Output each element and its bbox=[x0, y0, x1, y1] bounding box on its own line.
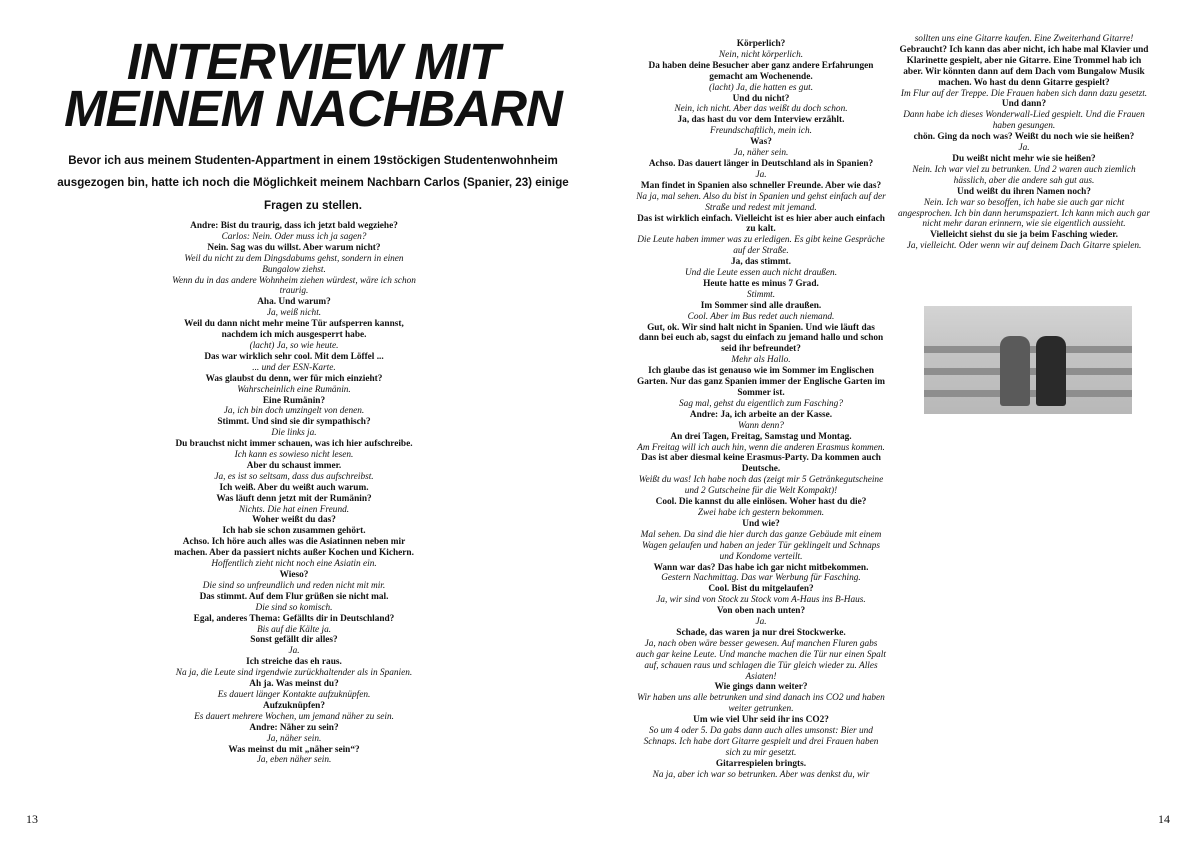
interview-answer: Im Flur auf der Treppe. Die Frauen haben sich dann dazu gesetzt. bbox=[900, 88, 1148, 99]
interview-question: Andre: Näher zu sein? bbox=[249, 722, 339, 733]
interview-answer: Ja, näher sein. bbox=[266, 733, 322, 744]
interview-question: Wann war das? Das habe ich gar nicht mitbekommen. bbox=[653, 562, 869, 573]
interview-photo bbox=[924, 306, 1132, 414]
interview-answer: Weil du nicht zu dem Dingsdabums gehst, sondern in einen Bungalow ziehst. bbox=[184, 253, 404, 275]
interview-answer: Nein. Ich war viel zu betrunken. Und 2 waren auch ziemlich hässlich, aber die andere sah gut aus. bbox=[912, 164, 1136, 186]
interview-question: Gitarrespielen bringts. bbox=[715, 758, 807, 769]
interview-question: Aber du schaust immer. bbox=[246, 460, 342, 471]
interview-answer: Und die Leute essen auch nicht draußen. bbox=[684, 268, 838, 279]
interview-question: Was? bbox=[750, 137, 772, 148]
interview-answer: Ja. bbox=[1018, 143, 1030, 154]
interview-question: Das ist aber diesmal keine Erasmus-Party. Da kommen auch Deutsche. bbox=[641, 453, 881, 475]
interview-answer: Die Leute haben immer was zu erledigen. Es gibt keine Gespräche auf der Straße. bbox=[637, 235, 885, 257]
interview-question: Das ist wirklich einfach. Vielleicht ist es hier aber auch einfach zu kalt. bbox=[637, 213, 885, 235]
interview-question: chön. Ging da noch was? Weißt du noch wie sie heißen? bbox=[913, 132, 1135, 143]
interview-question: Aufzuknüpfen? bbox=[262, 700, 325, 711]
interview-question: Von oben nach unten? bbox=[716, 606, 806, 617]
interview-question: Wie gings dann weiter? bbox=[714, 682, 808, 693]
interview-question: Du weißt nicht mehr wie sie heißen? bbox=[952, 153, 1096, 164]
interview-answer: Nichts. Die hat einen Freund. bbox=[238, 504, 350, 515]
interview-question: Und dann? bbox=[1001, 99, 1047, 110]
interview-question: Das war wirklich sehr cool. Mit dem Löffel ... bbox=[204, 351, 384, 362]
interview-question: Andre: Bist du traurig, dass ich jetzt bald wegziehe? bbox=[190, 221, 398, 231]
interview-answer: Na ja, die Leute sind irgendwie zurückhaltender als in Spanien. bbox=[175, 668, 413, 679]
interview-question: Ich streiche das eh raus. bbox=[246, 657, 342, 668]
interview-question: Was glaubst du denn, wer für mich einzieht? bbox=[205, 373, 383, 384]
interview-answer: Na ja, mal sehen. Also du bist in Spanien und gehst einfach auf der Straße und redest mit jemand. bbox=[636, 191, 886, 213]
interview-answer: Es dauert länger Kontakte aufzuknüpfen. bbox=[217, 689, 371, 700]
interview-question: Ja, das stimmt. bbox=[731, 257, 791, 268]
page-number-right: 14 bbox=[1158, 812, 1170, 826]
interview-answer: Die sind so unfreundlich und reden nicht mit mir. bbox=[202, 580, 386, 591]
interview-question: Du brauchst nicht immer schauen, was ich hier aufschreibe. bbox=[175, 439, 413, 450]
interview-question: Ah ja. Was meinst du? bbox=[249, 679, 339, 690]
interview-question: Und weißt du ihren Namen noch? bbox=[957, 186, 1091, 197]
interview-answer: Na ja, aber ich war so betrunken. Aber was denkst du, wir bbox=[652, 769, 870, 780]
interview-answer: Die sind so komisch. bbox=[255, 602, 333, 613]
interview-answer: Wahrscheinlich eine Rumänin. bbox=[237, 384, 351, 395]
page-number-left: 13 bbox=[26, 812, 38, 826]
interview-answer: Sag mal, gehst du eigentlich zum Fasching? bbox=[679, 398, 843, 409]
interview-answer: Wenn du in das andere Wohnheim ziehen würdest, wäre ich schon traurig. bbox=[172, 275, 416, 297]
interview-answer: Ja, wir sind von Stock zu Stock vom A-Haus ins B-Haus. bbox=[656, 595, 866, 606]
right-page bbox=[600, 0, 1200, 848]
interview-column-3 bbox=[898, 34, 1150, 252]
interview-answer: Hoffentlich zieht nicht noch eine Asiatin ein. bbox=[211, 559, 377, 570]
interview-question: Cool. Bist du mitgelaufen? bbox=[708, 584, 814, 595]
interview-answer: Zwei habe ich gestern bekommen. bbox=[697, 507, 825, 518]
interview-answer: Ja. bbox=[755, 617, 767, 628]
interview-answer: Die links ja. bbox=[271, 428, 317, 439]
interview-answer: Ja, eben näher sein. bbox=[256, 755, 332, 766]
interview-answer: Ja, nach oben wäre besser gewesen. Auf manchen Fluren gabs auch gar keine Leute. Und manche machen die Tür nur einen Spalt auf, schauen raus und schlagen die Tür gleich wieder zu. Alles Asiaten! bbox=[636, 638, 886, 682]
interview-question: Nein. Sag was du willst. Aber warum nicht? bbox=[207, 242, 381, 253]
interview-question: Achso. Das dauert länger in Deutschland als in Spanien? bbox=[648, 158, 874, 169]
interview-question: Woher weißt du das? bbox=[252, 515, 336, 526]
interview-answer: ... und der ESN-Karte. bbox=[252, 362, 336, 373]
interview-question: Ich weiß. Aber du weißt auch warum. bbox=[219, 482, 369, 493]
interview-question: Da haben deine Besucher aber ganz andere Erfahrungen gemacht am Wochenende. bbox=[648, 60, 874, 82]
interview-answer: Ja, ich bin doch umzingelt von denen. bbox=[223, 406, 365, 417]
interview-question: Man findet in Spanien also schneller Freunde. Aber wie das? bbox=[640, 180, 882, 191]
interview-question: Stimmt. Und sind sie dir sympathisch? bbox=[217, 417, 371, 428]
interview-answer: Nein, ich nicht. Aber das weißt du doch schon. bbox=[674, 104, 848, 115]
interview-answer: Nein, nicht körperlich. bbox=[718, 49, 804, 60]
interview-question: Schade, das waren ja nur drei Stockwerke. bbox=[676, 627, 846, 638]
interview-answer: (lacht) Ja, die hatten es gut. bbox=[708, 82, 814, 93]
interview-answer: Ja, vielleicht. Oder wenn wir auf deinem Dach Gitarre spielen. bbox=[906, 241, 1142, 252]
interview-answer: Ja, weiß nicht. bbox=[266, 308, 322, 319]
interview-answer: Bis auf die Kälte ja. bbox=[256, 624, 332, 635]
interview-question: Um wie viel Uhr seid ihr ins CO2? bbox=[693, 715, 829, 726]
interview-question: Achso. Ich höre auch alles was die Asiatinnen neben mir machen. Aber da passiert nichts außer Kochen und Kichern. bbox=[174, 537, 414, 559]
interview-answer: Ja. bbox=[755, 169, 767, 180]
interview-answer: Weißt du was! Ich habe noch das (zeigt mir 5 Getränkegutscheine und 2 Gutscheine für die Welt Kompakt)! bbox=[638, 475, 884, 497]
interview-question: Was läuft denn jetzt mit der Rumänin? bbox=[216, 493, 372, 504]
interview-question: An drei Tagen, Freitag, Samstag und Montag. bbox=[670, 431, 852, 442]
interview-column-1 bbox=[170, 221, 418, 766]
interview-answer: sollten uns eine Gitarre kaufen. Eine Zweiterhand Gitarre! bbox=[914, 34, 1134, 44]
interview-answer: Mehr als Hallo. bbox=[731, 355, 791, 366]
interview-answer: Ich kann es sowieso nicht lesen. bbox=[234, 450, 354, 461]
interview-question: Weil du dann nicht mehr meine Tür aufsperren kannst, nachdem ich mich ausgesperrt habe. bbox=[184, 319, 404, 341]
interview-question: Das stimmt. Auf dem Flur grüßen sie nicht mal. bbox=[199, 591, 389, 602]
interview-answer: Gestern Nachmittag. Das war Werbung für Fasching. bbox=[661, 573, 861, 584]
article-intro: Bevor ich aus meinem Studenten-Appartment in einem 19stöckigen Studentenwohnheim ausgezogen bin, hatte ich noch die Möglichkeit meinem Nachbarn Carlos (Spanier, 23) einige Fragen zu stellen. bbox=[57, 154, 569, 212]
interview-question: Und du nicht? bbox=[732, 93, 790, 104]
interview-question: Andre: Ja, ich arbeite an der Kasse. bbox=[689, 409, 833, 420]
interview-answer: Carlos: Nein. Oder muss ich ja sagen? bbox=[221, 231, 367, 242]
interview-answer: (lacht) Ja, so wie heute. bbox=[249, 340, 339, 351]
interview-question: Ich hab sie schon zusammen gehört. bbox=[222, 526, 366, 537]
interview-question: Ich glaube das ist genauso wie im Sommer im Englischen Garten. Nur das ganz Spanien immer der Englische Garten im Sommer ist. bbox=[637, 366, 885, 398]
interview-question: Vielleicht siehst du sie ja beim Fasching wieder. bbox=[930, 230, 1118, 241]
interview-answer: Ja. bbox=[288, 646, 300, 657]
interview-question: Was meinst du mit „näher sein“? bbox=[228, 744, 360, 755]
interview-answer: Es dauert mehrere Wochen, um jemand näher zu sein. bbox=[194, 711, 394, 722]
interview-answer: Stimmt. bbox=[746, 289, 776, 300]
interview-question: Körperlich? bbox=[736, 39, 786, 49]
interview-answer: Wir haben uns alle betrunken und sind danach ins CO2 und haben weiter getrunken. bbox=[637, 693, 885, 715]
interview-answer: Ja, es ist so seltsam, dass dus aufschreibst. bbox=[214, 471, 374, 482]
interview-question: Eine Rumänin? bbox=[262, 395, 326, 406]
interview-question: Heute hatte es minus 7 Grad. bbox=[703, 278, 819, 289]
interview-answer: Am Freitag will ich auch hin, wenn die anderen Erasmus kommen. bbox=[637, 442, 885, 453]
interview-question: Und wie? bbox=[742, 518, 780, 529]
interview-question: Aha. Und warum? bbox=[257, 297, 331, 308]
interview-answer: So um 4 oder 5. Da gabs dann auch alles umsonst: Bier und Schnaps. Ich habe dort Gitarre gespielt und drei Frauen haben sich zu mir gesetzt. bbox=[643, 726, 879, 758]
interview-question: Gebraucht? Ich kann das aber nicht, ich habe mal Klavier und Klarinette gespielt, aber nie Gitarre. Eine Trommel hab ich aber. Wir könnten dann auf dem Dach vom Bungalow Musik machen. Wo hast du denn Gitarre gespielt? bbox=[899, 44, 1149, 88]
interview-answer: Nein. Ich war so besoffen, ich habe sie auch gar nicht angesprochen. Ich bin dann herumspaziert. Ich kann mich auch gar nicht mehr daran erinnern, wie sie eigentlich aussieht. bbox=[898, 197, 1150, 230]
interview-answer: Wann denn? bbox=[738, 420, 784, 431]
interview-answer: Mal sehen. Da sind die hier durch das ganze Gebäude mit einem Wagen gelaufen und haben an jeder Tür geklingelt und Schnaps und Kondome verteilt. bbox=[640, 529, 882, 562]
interview-question: Sonst gefällt dir alles? bbox=[250, 635, 338, 646]
interview-answer: Dann habe ich dieses Wonderwall-Lied gespielt. Und die Frauen haben gesungen. bbox=[903, 110, 1145, 132]
interview-answer: Freundschaftlich, mein ich. bbox=[710, 126, 812, 137]
interview-question: Gut, ok. Wir sind halt nicht in Spanien. Und wie läuft das dann bei euch ab, sagst du einfach zu jemand hallo und schon seid ihr befreundet? bbox=[638, 322, 884, 355]
interview-question: Ja, das hast du vor dem Interview erzählt. bbox=[677, 115, 845, 126]
interview-question: Egal, anderes Thema: Gefällts dir in Deutschland? bbox=[193, 613, 395, 624]
interview-answer: Cool. Aber im Bus redet auch niemand. bbox=[687, 311, 835, 322]
interview-answer: Ja, näher sein. bbox=[733, 148, 789, 159]
interview-question: Cool. Die kannst du alle einlösen. Woher hast du die? bbox=[655, 497, 867, 508]
interview-question: Im Sommer sind alle draußen. bbox=[700, 300, 822, 311]
article-title: INTERVIEW MIT MEINEM NACHBARN bbox=[64, 33, 562, 137]
interview-question: Wieso? bbox=[279, 570, 309, 580]
interview-column-2 bbox=[636, 39, 886, 781]
